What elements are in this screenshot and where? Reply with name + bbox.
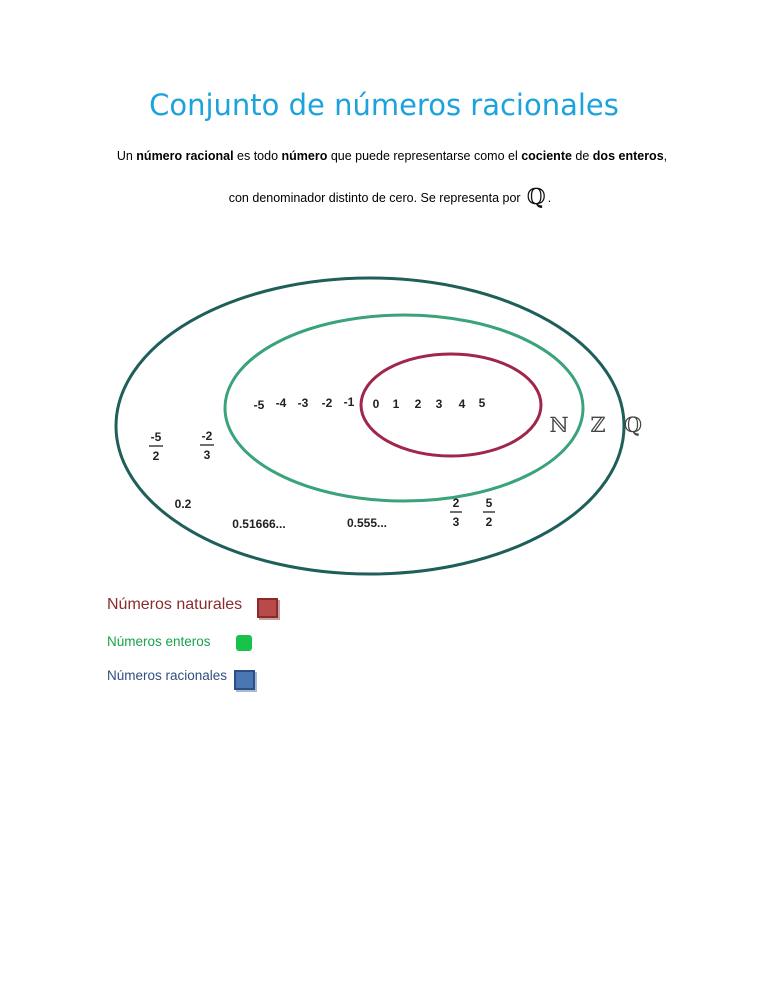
fraction-neg-2-3 xyxy=(200,429,214,462)
legend-swatch-integer xyxy=(236,635,252,651)
fraction-numerator: -5 xyxy=(150,430,162,444)
fraction-denominator: 3 xyxy=(452,515,460,529)
legend-swatch-natural xyxy=(257,598,278,618)
definition-text: Un xyxy=(116,149,137,163)
definition-text: que puede representarse como el xyxy=(327,149,522,163)
negative-integer: -3 xyxy=(297,396,309,410)
rational-set-symbol: ℚ xyxy=(623,413,643,437)
definition-text: con denominador distinto de cero. Se representa por xyxy=(228,191,521,205)
integer-set-symbol: ℤ xyxy=(590,413,606,437)
definition-text: de xyxy=(571,149,593,163)
legend-label: Números racionales xyxy=(107,668,228,683)
natural-number: 5 xyxy=(478,396,486,410)
definition-bold-term: dos enteros xyxy=(592,149,664,163)
fraction-denominator: 2 xyxy=(485,515,493,529)
negative-integer: -4 xyxy=(275,396,287,410)
negative-integer: -2 xyxy=(321,396,333,410)
definition-text: . xyxy=(547,191,552,205)
legend-label: Números enteros xyxy=(107,634,211,649)
natural-number: 2 xyxy=(414,397,422,411)
fraction-denominator: 2 xyxy=(152,449,160,463)
rational-set-symbol: ℚ xyxy=(526,185,546,210)
negative-integer: -1 xyxy=(343,395,355,409)
legend-rational xyxy=(107,668,227,683)
fraction-numerator: -2 xyxy=(201,429,213,443)
page-title: Conjunto de números racionales xyxy=(149,88,619,122)
definition-text: , xyxy=(663,149,668,163)
natural-set-ellipse xyxy=(361,354,541,456)
fraction-numerator: 2 xyxy=(452,496,460,510)
natural-number: 0 xyxy=(372,397,380,411)
definition-bold-term: número xyxy=(281,149,328,163)
legend-integer xyxy=(107,634,211,649)
definition-text: es todo xyxy=(233,149,282,163)
fraction-denominator: 3 xyxy=(203,448,211,462)
definition-bold-term: cociente xyxy=(521,149,572,163)
definition-bold-term: número racional xyxy=(136,149,234,163)
negative-integer: -5 xyxy=(253,398,265,412)
legend-label: Números naturales xyxy=(107,596,243,613)
legend-swatch-rational xyxy=(234,670,255,690)
fraction-2-3 xyxy=(450,496,462,529)
natural-number: 3 xyxy=(435,397,443,411)
legend-natural xyxy=(107,596,242,614)
natural-number: 1 xyxy=(392,397,400,411)
fraction-numerator: 5 xyxy=(485,496,493,510)
fraction-neg-5-2 xyxy=(149,430,163,463)
decimal-number: 0.2 xyxy=(174,497,192,511)
fraction-5-2 xyxy=(483,496,495,529)
decimal-number: 0.555... xyxy=(346,516,388,530)
decimal-number: 0.51666... xyxy=(232,517,286,531)
natural-number: 4 xyxy=(458,397,466,411)
natural-set-symbol: ℕ xyxy=(549,413,569,437)
